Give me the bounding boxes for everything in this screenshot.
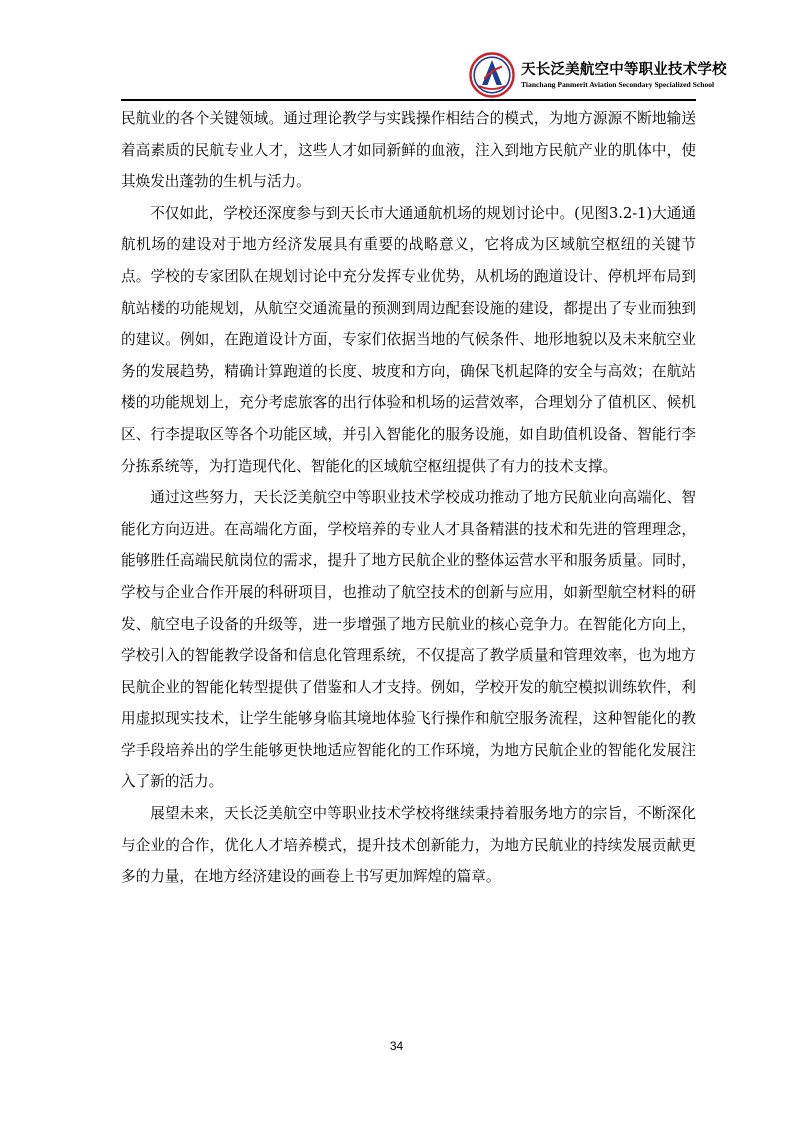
header-rule [121, 99, 696, 101]
school-name-cn: 天长泛美航空中等职业技术学校 [521, 61, 727, 78]
body-text [121, 103, 696, 893]
paragraph-4: 展望未来，天长泛美航空中等职业技术学校将继续秉持着服务地方的宗旨，不断深化与企业的合作，优化人才培养模式，提升技术创新能力，为地方民航业的持续发展贡献更多的力量，在地方经济建设的画卷上书写更加辉煌的篇章。 [121, 805, 696, 886]
paragraph-1: 民航业的各个关键领域。通过理论教学与实践操作相结合的模式，为地方源源不断地输送着高素质的民航专业人才，这些人才如同新鲜的血液，注入到地方民航产业的肌体中，使其焕发出蓬勃的生机与活力。 [121, 110, 696, 191]
paragraph-2: 不仅如此，学校还深度参与到天长市大通通航机场的规划讨论中。(见图3.2-1)大通通航机场的建设对于地方经济发展具有重要的战略意义，它将成为区域航空枢纽的关键节点。学校的专家团队在规划讨论中充分发挥专业优势，从机场的跑道设计、停机坪布局到航站楼的功能规划，从航空交通流量的预测到周边配套设施的建设，都提出了专业而独到的建议。例如，在跑道设计方面，专家们依据当地的气候条件、地形地貌以及未来航空业务的发展趋势，精确计算跑道的长度、坡度和方向，确保飞机起降的安全与高效；在航站楼的功能规划上，充分考虑旅客的出行体验和机场的运营效率，合理划分了值机区、候机区、行李提取区等各个功能区域，并引入智能化的服务设施，如自助值机设备、智能行李分拣系统等，为打造现代化、智能化的区域航空枢纽提供了有力的技术支撑。 [121, 204, 696, 475]
page-header [121, 50, 727, 102]
page-number: 34 [389, 1039, 404, 1053]
school-emblem-icon [469, 52, 515, 98]
school-name-en: Tianchang Panmerit Aviation Secondary Specialized School [521, 80, 715, 89]
paragraph-3: 通过这些努力，天长泛美航空中等职业技术学校成功推动了地方民航业向高端化、智能化方向迈进。在高端化方面，学校培养的专业人才具备精湛的技术和先进的管理理念，能够胜任高端民航岗位的需求，提升了地方民航企业的整体运营水平和服务质量。同时，学校与企业合作开展的科研项目，也推动了航空技术的创新与应用，如新型航空材料的研发、航空电子设备的升级等，进一步增强了地方民航业的核心竞争力。在智能化方向上，学校引入的智能教学设备和信息化管理系统，不仅提高了教学质量和管理效率，也为地方民航企业的智能化转型提供了借鉴和人才支持。例如，学校开发的航空模拟训练软件，利用虚拟现实技术，让学生能够身临其境地体验飞行操作和航空服务流程，这种智能化的教学手段培养出的学生能够更快地适应智能化的工作环境，为地方民航企业的智能化发展注入了新的活力。 [121, 489, 696, 791]
